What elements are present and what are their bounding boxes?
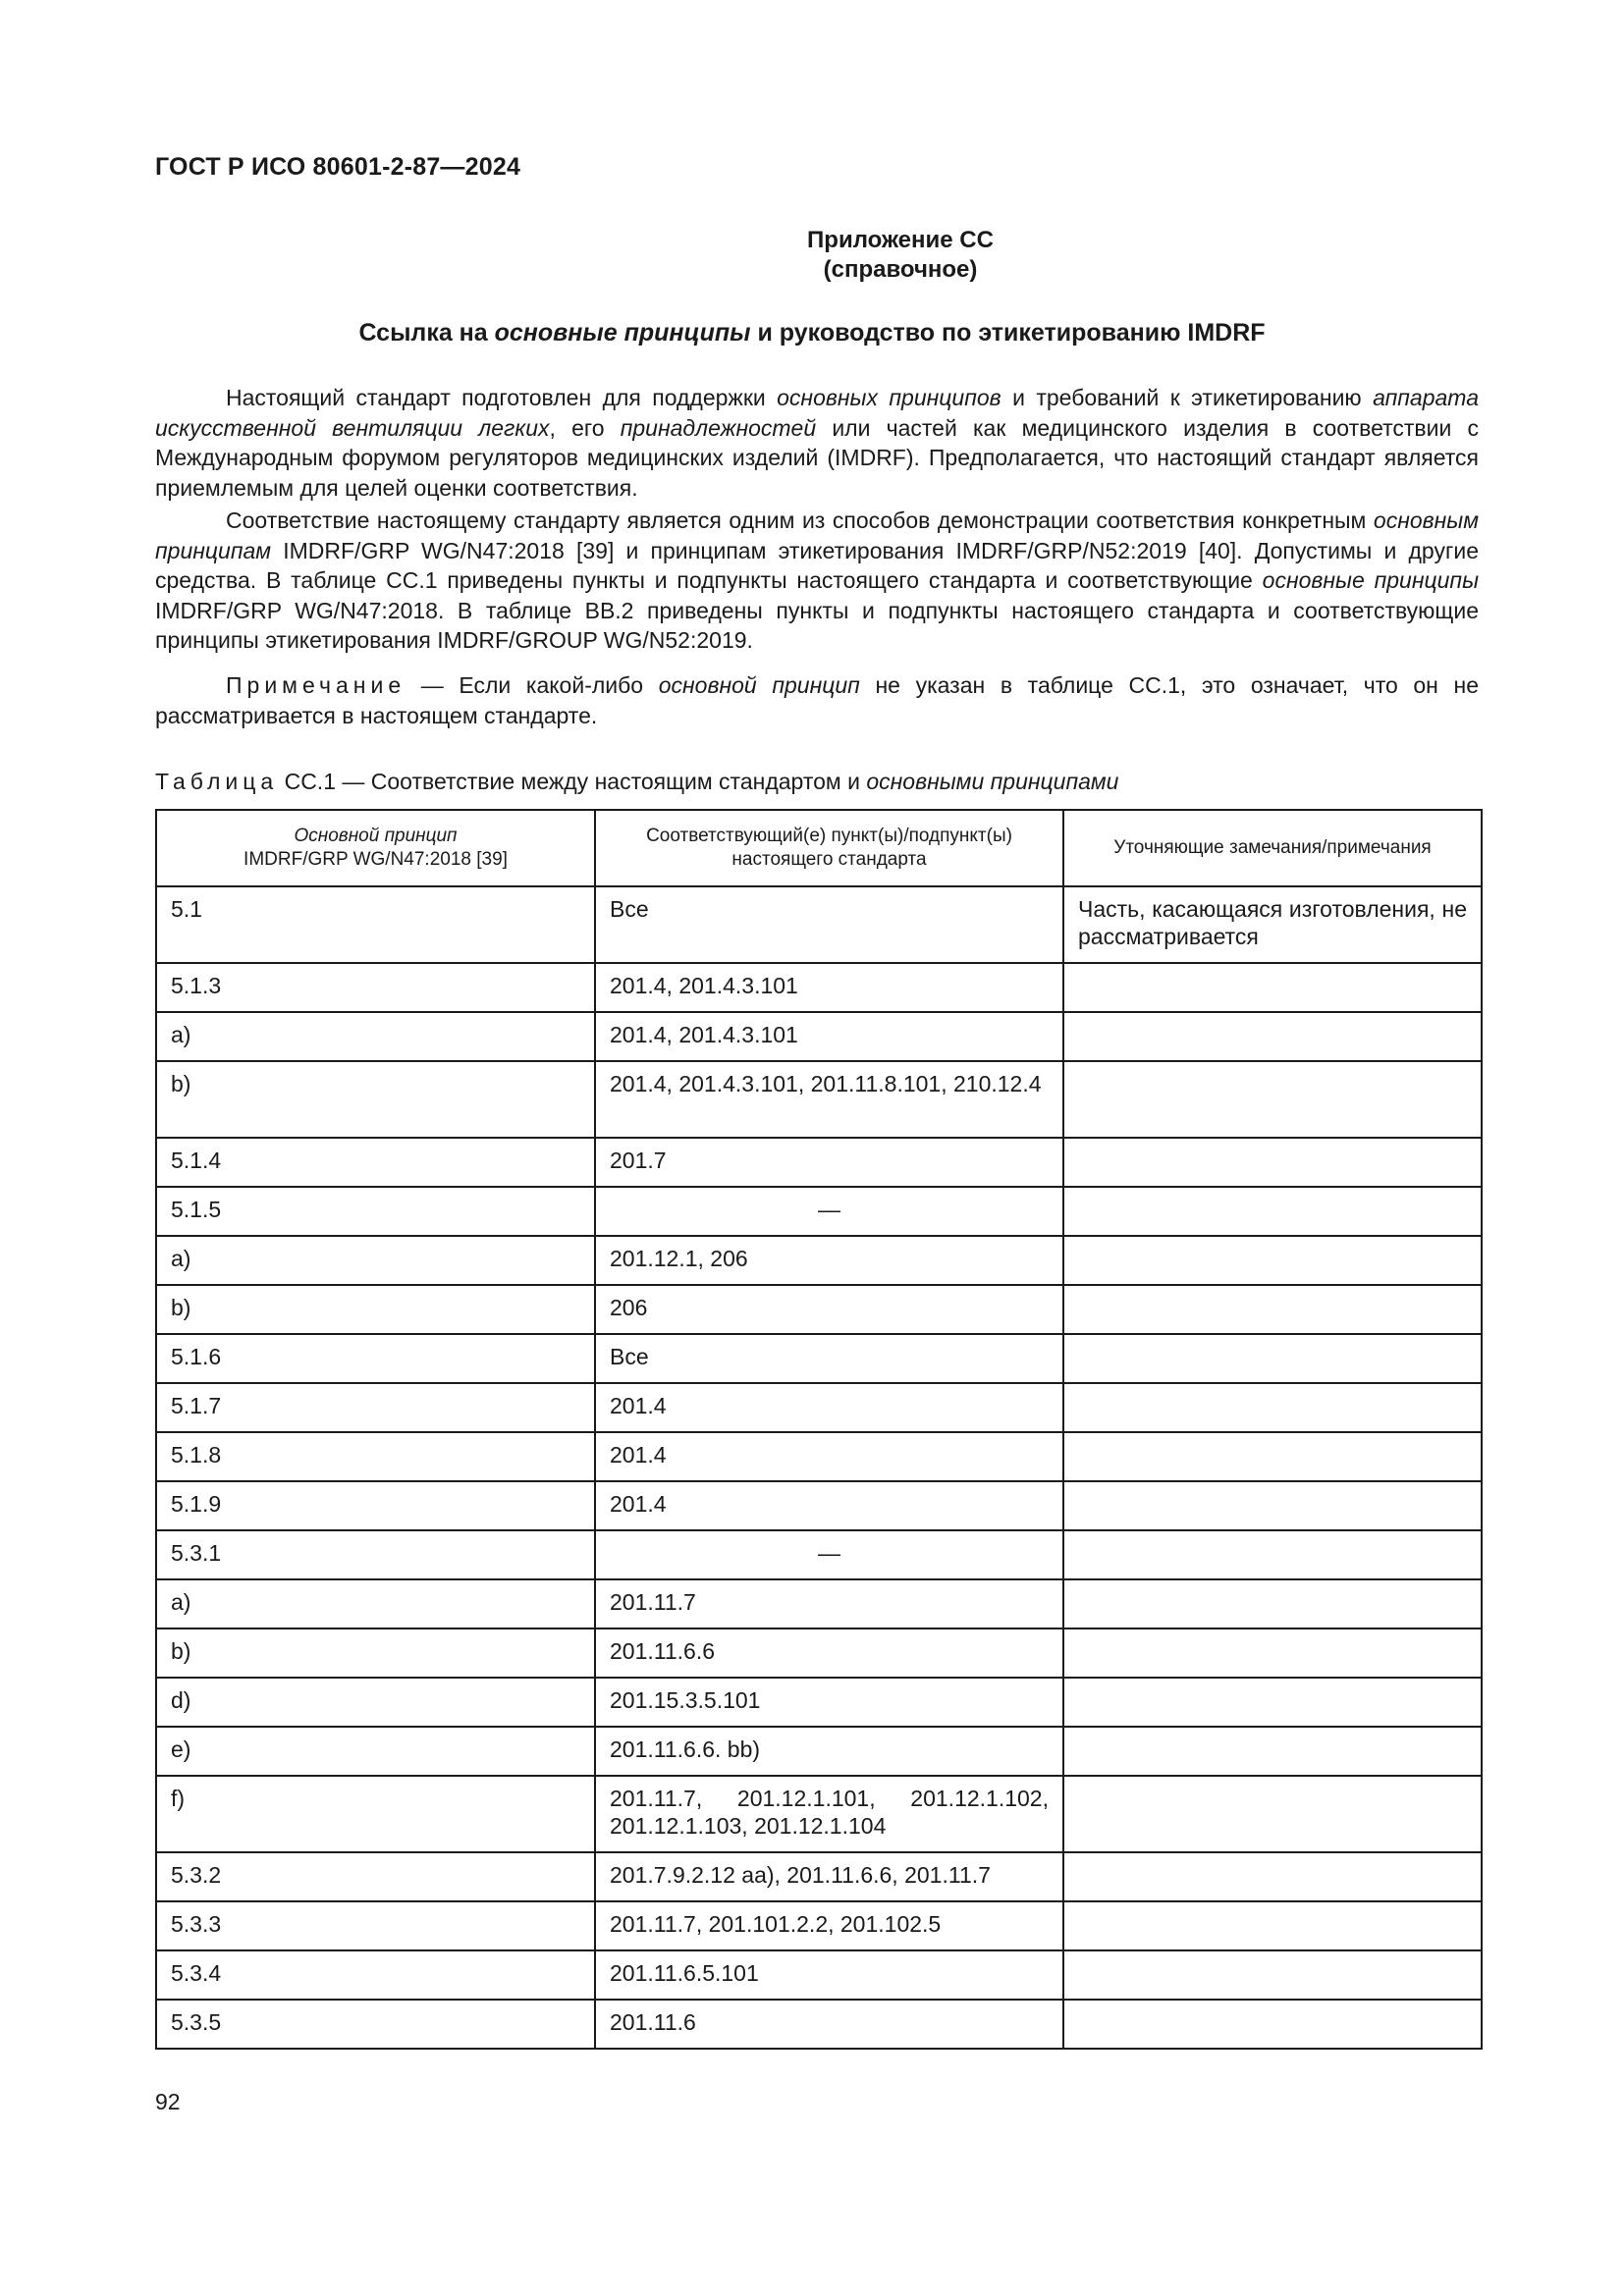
table-caption-label: Таблица bbox=[155, 769, 279, 794]
note-paragraph bbox=[155, 670, 1479, 730]
paragraph1-italic-1: основных принципов bbox=[777, 385, 1001, 410]
cell-remarks bbox=[1063, 1187, 1482, 1236]
note-text-1: — Если какой-либо bbox=[406, 672, 659, 698]
paragraph1-text-2: и требований к этикетированию bbox=[1001, 385, 1374, 410]
cell-clauses: 201.11.6.5.101 bbox=[595, 1950, 1063, 2000]
cell-clauses: Все bbox=[595, 886, 1063, 963]
cell-clauses: — bbox=[595, 1187, 1063, 1236]
paragraph2-text-1: Соответствие настоящему стандарту является одним из способов демонстрации соответствия конкретным bbox=[226, 507, 1374, 533]
cell-remarks bbox=[1063, 1481, 1482, 1530]
cell-clauses: 201.4, 201.4.3.101 bbox=[595, 1012, 1063, 1061]
table-row bbox=[156, 963, 1482, 1012]
header-remarks: Уточняющие замечания/примечания bbox=[1063, 810, 1482, 886]
cell-principle: 5.1.6 bbox=[156, 1334, 595, 1383]
cell-principle: e) bbox=[156, 1727, 595, 1776]
cell-principle: b) bbox=[156, 1629, 595, 1678]
cell-principle: 5.3.5 bbox=[156, 2000, 595, 2049]
section-title-italic: основные принципы bbox=[494, 319, 751, 347]
table-row bbox=[156, 1852, 1482, 1901]
cell-principle: 5.1.7 bbox=[156, 1383, 595, 1432]
cell-principle: 5.1.4 bbox=[156, 1138, 595, 1187]
cell-remarks bbox=[1063, 1061, 1482, 1138]
table-row bbox=[156, 1285, 1482, 1334]
cell-clauses: 201.11.6.6. bb) bbox=[595, 1727, 1063, 1776]
cell-remarks bbox=[1063, 1334, 1482, 1383]
cell-clauses: 206 bbox=[595, 1285, 1063, 1334]
cell-principle: 5.1.8 bbox=[156, 1432, 595, 1481]
annex-subtitle: (справочное) bbox=[823, 256, 978, 283]
cell-clauses: 201.4, 201.4.3.101, 201.11.8.101, 210.12.4 bbox=[595, 1061, 1063, 1138]
cell-clauses: 201.4 bbox=[595, 1383, 1063, 1432]
table-row bbox=[156, 2000, 1482, 2049]
cell-remarks bbox=[1063, 1901, 1482, 1950]
cell-remarks bbox=[1063, 2000, 1482, 2049]
note-label: Примечание bbox=[226, 672, 406, 698]
cell-clauses: Все bbox=[595, 1334, 1063, 1383]
paragraph2-italic-1: основным принципам bbox=[155, 507, 1479, 563]
cell-remarks bbox=[1063, 1852, 1482, 1901]
table-row bbox=[156, 1776, 1482, 1852]
cell-clauses: 201.4 bbox=[595, 1432, 1063, 1481]
cell-principle: a) bbox=[156, 1579, 595, 1629]
table-caption bbox=[155, 769, 1118, 795]
table-row bbox=[156, 1187, 1482, 1236]
cell-principle: f) bbox=[156, 1776, 595, 1852]
cell-principle: a) bbox=[156, 1012, 595, 1061]
paragraph-intro bbox=[155, 383, 1479, 503]
cell-principle: 5.3.1 bbox=[156, 1530, 595, 1579]
cell-clauses: 201.7.9.2.12 aa), 201.11.6.6, 201.11.7 bbox=[595, 1852, 1063, 1901]
cell-principle: 5.3.4 bbox=[156, 1950, 595, 2000]
section-title-part2: и руководство по этикетированию IMDRF bbox=[750, 319, 1266, 347]
note-italic-1: основной принцип bbox=[658, 672, 860, 698]
cell-remarks bbox=[1063, 1432, 1482, 1481]
cell-principle: 5.3.2 bbox=[156, 1852, 595, 1901]
note-text-2: не указан в таблице СС.1, это означает, что он не рассматривается в настоящем стандарте. bbox=[155, 672, 1479, 728]
table-row bbox=[156, 886, 1482, 963]
cell-principle: 5.1.9 bbox=[156, 1481, 595, 1530]
cell-clauses: 201.15.3.5.101 bbox=[595, 1678, 1063, 1727]
cell-clauses: 201.4 bbox=[595, 1481, 1063, 1530]
paragraph2-text-2: IMDRF/GRP WG/N47:2018 [39] и принципам этикетирования IMDRF/GRP/N52:2019 [40]. Допустимы и другие средства. В таблице СС.1 приведены пункты и подпункты настоящего стандарта и соответствующие bbox=[155, 537, 1479, 593]
annex-title-block bbox=[0, 226, 1624, 285]
page-number: 92 bbox=[155, 2089, 181, 2114]
cell-principle: a) bbox=[156, 1236, 595, 1285]
paragraph1-text-3: , его bbox=[549, 414, 621, 441]
cell-clauses: 201.11.6.6 bbox=[595, 1629, 1063, 1678]
cell-remarks bbox=[1063, 963, 1482, 1012]
paragraph-conformity bbox=[155, 506, 1479, 656]
table-row bbox=[156, 1334, 1482, 1383]
table-row bbox=[156, 1383, 1482, 1432]
cell-remarks bbox=[1063, 1236, 1482, 1285]
table-row bbox=[156, 1727, 1482, 1776]
paragraph1-text-4: или частей как медицинского изделия в соответствии с Международным форумом регуляторов медицинских изделий (IMDRF). Предполагается, что настоящий стандарт является приемлемым для целей оценки соответствия. bbox=[155, 414, 1479, 501]
cell-clauses: 201.11.7 bbox=[595, 1579, 1063, 1629]
table-row bbox=[156, 1579, 1482, 1629]
cell-principle: 5.1.5 bbox=[156, 1187, 595, 1236]
table-body bbox=[156, 886, 1482, 2049]
cell-principle: d) bbox=[156, 1678, 595, 1727]
section-title bbox=[0, 319, 1624, 347]
annex-title: Приложение СС bbox=[807, 227, 994, 253]
cell-remarks bbox=[1063, 1629, 1482, 1678]
table-row bbox=[156, 1530, 1482, 1579]
table-row bbox=[156, 1481, 1482, 1530]
cell-remarks bbox=[1063, 1012, 1482, 1061]
cell-remarks bbox=[1063, 1776, 1482, 1852]
cell-remarks bbox=[1063, 1530, 1482, 1579]
cell-principle: b) bbox=[156, 1061, 595, 1138]
table-row bbox=[156, 1629, 1482, 1678]
header-principle bbox=[156, 810, 595, 886]
cell-clauses: 201.4, 201.4.3.101 bbox=[595, 963, 1063, 1012]
cell-clauses: 201.11.7, 201.12.1.101, 201.12.1.102, 201.12.1.103, 201.12.1.104 bbox=[595, 1776, 1063, 1852]
table-row bbox=[156, 1950, 1482, 2000]
table-row bbox=[156, 1012, 1482, 1061]
table-header-row bbox=[156, 810, 1482, 886]
cell-principle: 5.1 bbox=[156, 886, 595, 963]
cell-remarks bbox=[1063, 1579, 1482, 1629]
cell-principle: 5.1.3 bbox=[156, 963, 595, 1012]
table-row bbox=[156, 1901, 1482, 1950]
cell-clauses: 201.7 bbox=[595, 1138, 1063, 1187]
header-clauses: Соответствующий(е) пункт(ы)/подпункт(ы) настоящего стандарта bbox=[595, 810, 1063, 886]
cell-remarks: Часть, касающаяся изготовления, не рассматривается bbox=[1063, 886, 1482, 963]
cell-remarks bbox=[1063, 1138, 1482, 1187]
cell-remarks bbox=[1063, 1285, 1482, 1334]
correspondence-table bbox=[155, 809, 1483, 2050]
cell-remarks bbox=[1063, 1383, 1482, 1432]
cell-remarks bbox=[1063, 1950, 1482, 2000]
paragraph2-italic-2: основные принципы bbox=[1262, 567, 1479, 593]
cell-clauses: 201.11.6 bbox=[595, 2000, 1063, 2049]
table-caption-text: СС.1 — Соответствие между настоящим стандартом и bbox=[278, 769, 867, 794]
table-row bbox=[156, 1061, 1482, 1138]
paragraph1-text-1: Настоящий стандарт подготовлен для поддержки bbox=[226, 385, 778, 410]
cell-remarks bbox=[1063, 1678, 1482, 1727]
cell-principle: b) bbox=[156, 1285, 595, 1334]
paragraph2-text-3: IMDRF/GRP WG/N47:2018. В таблице ВВ.2 приведены пункты и подпункты настоящего стандарта и соответствующие принципы этикетирования IMDRF/GROUP WG/N52:2019. bbox=[155, 597, 1479, 653]
cell-clauses: 201.11.7, 201.101.2.2, 201.102.5 bbox=[595, 1901, 1063, 1950]
cell-remarks bbox=[1063, 1727, 1482, 1776]
header-principle-italic: Основной принцип bbox=[294, 826, 458, 846]
paragraph1-italic-3: принадлежностей bbox=[620, 414, 817, 441]
table-row bbox=[156, 1432, 1482, 1481]
header-principle-rest: IMDRF/GRP WG/N47:2018 [39] bbox=[244, 849, 508, 870]
cell-clauses: 201.12.1, 206 bbox=[595, 1236, 1063, 1285]
paragraph1-italic-2: аппарата искусственной вентиляции легких bbox=[155, 385, 1479, 441]
table-caption-italic: основными принципами bbox=[866, 769, 1119, 794]
table-row bbox=[156, 1138, 1482, 1187]
document-header: ГОСТ Р ИСО 80601-2-87—2024 bbox=[155, 153, 521, 181]
table-row bbox=[156, 1678, 1482, 1727]
cell-principle: 5.3.3 bbox=[156, 1901, 595, 1950]
section-title-part1: Ссылка на bbox=[358, 319, 495, 347]
cell-clauses: — bbox=[595, 1530, 1063, 1579]
table-row bbox=[156, 1236, 1482, 1285]
